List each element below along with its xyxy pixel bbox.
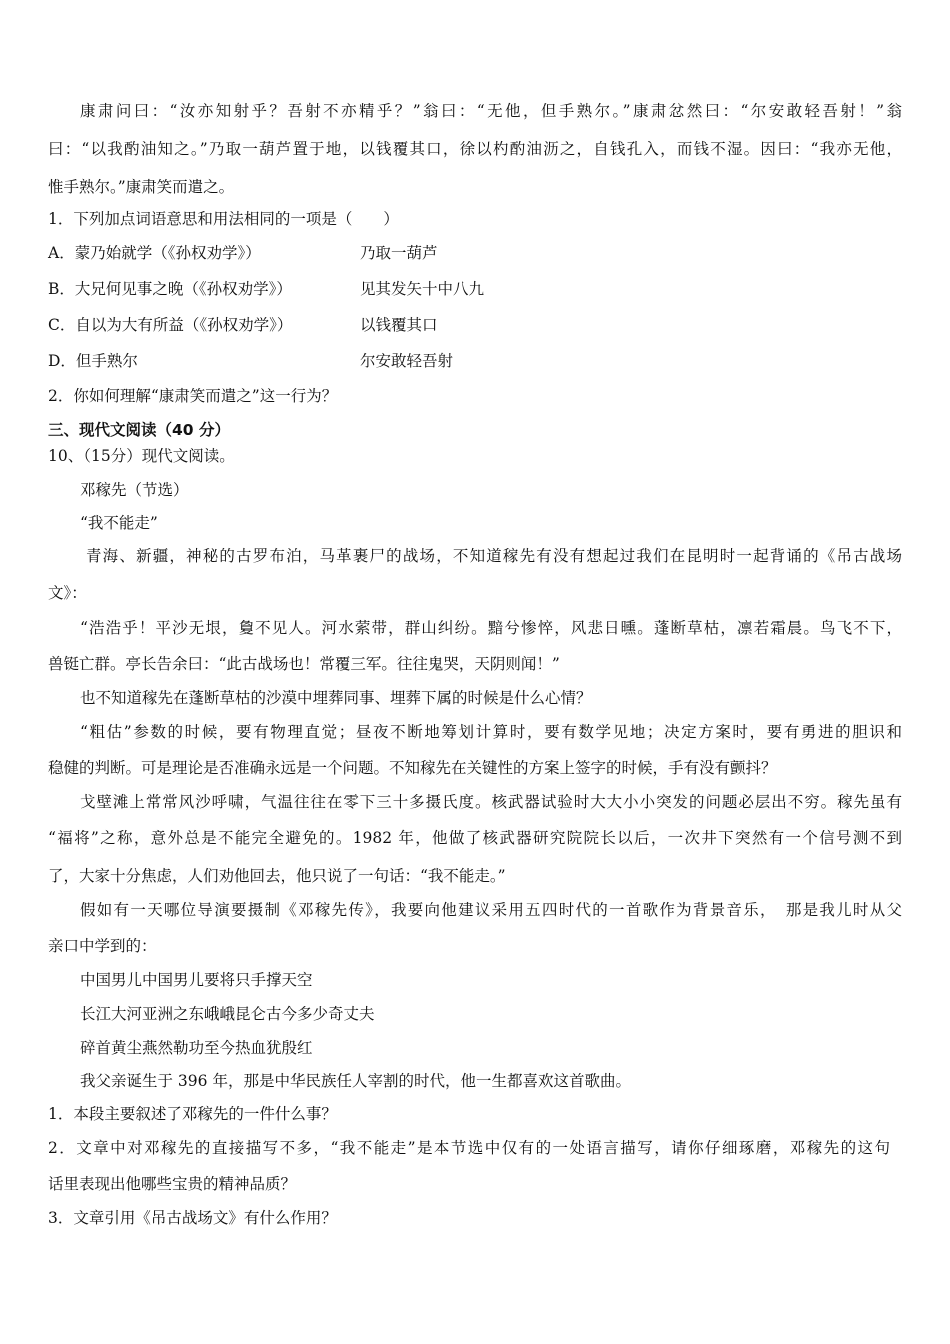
modern-question-2-line-2: 话里表现出他哪些宝贵的精神品质？ [48, 1175, 297, 1193]
article-p5-line-2: “福将”之称，意外总是不能完全避免的。1982 年，他做了核武器研究院院长以后，一次井下突然有一个信号测不到 [48, 829, 902, 847]
question-1-option-d: D．但手熟尔 [48, 352, 138, 370]
song-line-2: 长江大河亚洲之东峨峨昆仑古今多少奇丈夫 [80, 1005, 375, 1023]
classical-line-2: 曰：“以我酌油知之。”乃取一葫芦置于地，以钱覆其口，徐以杓酌油沥之，自钱孔入，而钱不湿。因曰：“我亦无他， [48, 140, 902, 158]
classical-line-1-text: 康肃问曰：“汝亦知射乎？吾射不亦精乎？”翁曰：“无他，但手熟尔。”康肃忿然曰：“尔安敢轻吾射！”翁 [80, 102, 902, 120]
song-line-1: 中国男儿中国男儿要将只手撑天空 [80, 971, 313, 989]
article-p4-line-1: “粗估”参数的时候，要有物理直觉；昼夜不断地筹划计算时，要有数学见地；决定方案时，要有勇进的胆识和 [80, 723, 902, 741]
article-p6-line-2: 亲口中学到的： [48, 937, 157, 955]
article-title: 邓稼先（节选） [80, 481, 189, 499]
question-1-option-b-right: 见其发矢十中八九 [360, 280, 485, 298]
article-subtitle: “我不能走” [80, 514, 158, 532]
article-p1-line-2: 文》： [48, 584, 87, 602]
article-p3: 也不知道稼先在蓬断草枯的沙漠中埋葬同事、埋葬下属的时候是什么心情？ [80, 689, 592, 707]
article-p1-line-1: 青海、新疆，神秘的古罗布泊，马革裹尸的战场，不知道稼先有没有想起过我们在昆明时一起背诵的《吊古战场 [86, 547, 902, 565]
question-1-option-c: C．自以为大有所益（《孙权劝学》） [48, 316, 293, 334]
article-p2-line-1: “浩浩乎！平沙无垠，敻不见人。河水萦带，群山纠纷。黯兮惨悴，风悲日曛。蓬断草枯，凛若霜晨。鸟飞不下， [80, 619, 902, 637]
modern-question-3: 3．文章引用《吊古战场文》有什么作用？ [48, 1209, 337, 1227]
article-p5-line-1: 戈壁滩上常常风沙呼啸，气温往往在零下三十多摄氏度。核武器试验时大大小小突发的问题必层出不穷。稼先虽有 [80, 793, 902, 811]
article-p6-line-1: 假如有一天哪位导演要摄制《邓稼先传》，我要向他建议采用五四时代的一首歌作为背景音乐， 那是我儿时从父 [80, 901, 902, 919]
article-p2-line-2: 兽铤亡群。亭长告余曰：“此古战场也！常覆三军。往往鬼哭，天阴则闻！” [48, 655, 560, 673]
article-p4-line-2: 稳健的判断。可是理论是否准确永远是一个问题。不知稼先在关键性的方案上签字的时候，手有没有颤抖？ [48, 759, 777, 777]
question-1-option-d-right: 尔安敢轻吾射 [360, 352, 454, 370]
question-1-option-a-right: 乃取一葫芦 [360, 244, 438, 262]
question-2: 2．你如何理解“康肃笑而遣之”这一行为？ [48, 387, 338, 405]
classical-line-1 [80, 101, 902, 121]
question-1-stem: 1．下列加点词语意思和用法相同的一项是（ ） [48, 210, 399, 228]
modern-question-2-line-1: 2．文章中对邓稼先的直接描写不多，“我不能走”是本节选中仅有的一处语言描写，请你仔细琢磨，邓稼先的这句 [48, 1139, 890, 1157]
question-1-option-c-right: 以钱覆其口 [360, 316, 438, 334]
article-p5-line-3: 了，大家十分焦虑，人们劝他回去，他只说了一句话：“我不能走。” [48, 867, 506, 885]
modern-question-1: 1．本段主要叙述了邓稼先的一件什么事？ [48, 1105, 337, 1123]
section-three-heading: 三、现代文阅读（40 分） [48, 421, 230, 439]
question-1-option-b: B．大兄何见事之晚（《孙权劝学》） [48, 280, 292, 298]
article-p7: 我父亲诞生于 396 年，那是中华民族任人宰割的时代，他一生都喜欢这首歌曲。 [80, 1072, 631, 1090]
classical-line-3: 惟手熟尔。”康肃笑而遣之。 [48, 178, 235, 196]
song-line-3: 碎首黄尘燕然勒功至今热血犹殷红 [80, 1039, 313, 1057]
question-1-option-a: A．蒙乃始就学（《孙权劝学》） [48, 244, 261, 262]
item-10-heading: 10、（15分）现代文阅读。 [48, 447, 235, 465]
